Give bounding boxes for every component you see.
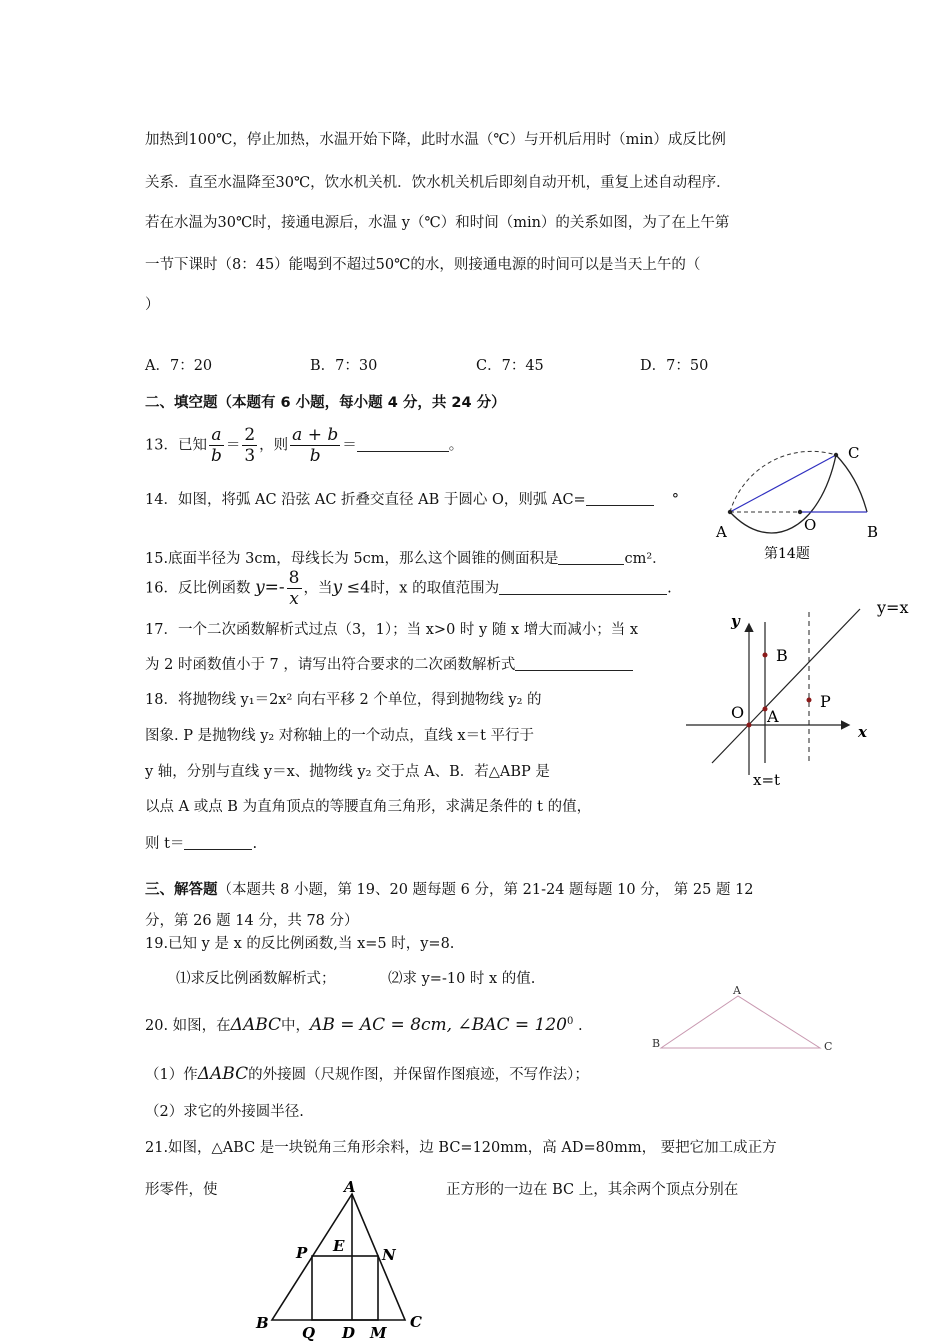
degree-sign: °: [671, 492, 679, 508]
label-a: A: [767, 707, 779, 726]
q18-line-2: 图象. P 是抛物线 y₂ 对称轴上的一个动点，直线 x＝t 平行于: [145, 728, 535, 744]
q13-mid-text: ，则: [259, 437, 289, 454]
arc-cb: [836, 455, 867, 512]
label-o: O: [731, 703, 745, 722]
frac-den: 3: [244, 446, 256, 466]
q20-prefix: 20. 如图，在: [145, 1018, 231, 1034]
point-o: [747, 723, 752, 728]
q20-condition: AB = AC = 8cm, ∠BAC = 120: [310, 1015, 567, 1035]
label-x-equals-t: x=t: [753, 771, 781, 789]
option-c: C．7：45: [476, 358, 544, 374]
label-y-axis: y: [731, 612, 740, 630]
fraction-2-over-3: [242, 425, 257, 466]
question-16: [145, 568, 672, 609]
frac-den: x: [289, 589, 299, 609]
intro-line-2: 关系．直至水温降至30℃，饮水机关机．饮水机关机后即刻自动开机，重复上述自动程序．: [145, 175, 731, 191]
triangle-abc: ΔABC: [230, 1015, 282, 1035]
square-pqmn: [312, 1256, 378, 1320]
label-m: M: [370, 1324, 387, 1342]
q18-text: 则 t＝: [145, 836, 185, 852]
intro-line-4: 一节下课时（8：45）能喝到不超过50℃的水，则接通电源的时间可以是当天上午的（: [145, 257, 701, 273]
intro-line-3: 若在水温为30℃时，接通电源后，水温 y（℃）和时间（min）的关系如图，为了在上午第: [145, 215, 730, 231]
label-c: C: [410, 1313, 422, 1331]
label-a: A: [733, 984, 741, 997]
frac-den: b: [309, 446, 321, 466]
question-20: [145, 1014, 583, 1035]
point-c: [834, 453, 838, 457]
frac-num: 2: [244, 425, 256, 445]
label-a: A: [716, 523, 727, 541]
label-b: B: [867, 523, 879, 541]
q21-line-1: 21.如图，△ABC 是一块锐角三角形余料，边 BC=120mm，高 AD=80mm， 要把它加工成正方: [145, 1140, 777, 1156]
section-2-title: 二、填空题（本题有 6 小题，每小题 4 分，共 24 分）: [145, 395, 506, 411]
point-a: [728, 510, 732, 514]
label-c: C: [824, 1040, 833, 1052]
q19-line-1: 19.已知 y 是 x 的反比例函数,当 x=5 时，y=8.: [145, 936, 455, 952]
q21-line-2b: 正方形的一边在 BC 上，其余两个顶点分别在: [446, 1182, 739, 1198]
label-b: B: [776, 646, 788, 665]
option-a: A．7：20: [145, 358, 213, 374]
figure-q18: [680, 595, 910, 790]
line-y-equals-x: [712, 609, 860, 763]
section-3-line-2: 分，第 26 题 14 分，共 78 分）: [145, 913, 359, 929]
section-3-desc: （本题共 8 小题，第 19、20 题每题 6 分，第 21-24 题每题 10 分， 第 25 题 12: [217, 882, 754, 898]
q13-end: 。: [448, 437, 464, 454]
label-y-equals-x: y=x: [877, 598, 909, 617]
label-b: B: [652, 1037, 661, 1050]
q17-line-1: 17．一个二次函数解析式过点（3，1）；当 x>0 时 y 随 x 增大而减小；当 x: [145, 622, 639, 638]
q19-part-2: ⑵求 y=-10 时 x 的值.: [388, 971, 536, 987]
q16-prefix: 16．反比例函数: [145, 580, 251, 597]
section-3-line-1: [145, 878, 754, 899]
option-b: B．7：30: [310, 358, 378, 374]
q18-line-3: y 轴，分别与直线 y＝x、抛物线 y₂ 交于点 A、B．若△ABP 是: [145, 764, 550, 780]
question-18-line-5: [145, 832, 257, 853]
figure-caption: 第14题: [764, 546, 810, 562]
q16-end: .: [667, 580, 672, 597]
q18-line-1: 18．将抛物线 y₁＝2x² 向右平移 2 个单位，得到抛物线 y₂ 的: [145, 692, 542, 708]
label-c: C: [848, 444, 860, 462]
folded-arc: [730, 455, 836, 533]
frac-den: b: [210, 446, 222, 466]
label-o: O: [804, 516, 817, 534]
frac-num: 8: [288, 568, 300, 588]
label-a: A: [344, 1178, 356, 1196]
q13-prefix: 13．已知: [145, 437, 207, 454]
q16-mid-text-2: 时，x 的取值范围为: [370, 580, 500, 597]
q20-mid: 中，: [281, 1018, 311, 1034]
q20-sub-2: （2）求它的外接圆半径.: [145, 1104, 304, 1120]
intro-line-1: 加热到100℃，停止加热，水温开始下降，此时水温（℃）与开机后用时（min）成反比例: [145, 132, 726, 148]
label-p: P: [296, 1244, 308, 1262]
triangle-abc-figure: [661, 996, 820, 1048]
equals-sign: ＝: [225, 437, 241, 454]
q14-text: 14．如图，将弧 AC 沿弦 AC 折叠交直径 AB 于圆心 O，则弧 AC=: [145, 492, 586, 508]
label-x-axis: x: [858, 723, 867, 741]
intro-line-5: ）: [145, 297, 160, 313]
q18-end: .: [252, 836, 258, 852]
figure-q21: [250, 1175, 440, 1344]
answer-blank[interactable]: [515, 656, 633, 671]
q18-line-4: 以点 A 或点 B 为直角顶点的等腰直角三角形，求满足条件的 t 的值，: [145, 799, 592, 815]
section-3-title: 三、解答题: [145, 882, 218, 898]
q17-text: 为 2 时函数值小于 7 ，请写出符合要求的二次函数解析式: [145, 657, 516, 673]
answer-blank[interactable]: [499, 580, 667, 595]
frac-num: a + b: [292, 425, 339, 445]
var-y: y: [255, 577, 265, 598]
degree-superscript: 0: [567, 1016, 574, 1028]
question-15: [145, 547, 667, 568]
label-d: D: [342, 1324, 356, 1342]
q20-s1-prefix: （1）作: [145, 1067, 198, 1083]
label-n: N: [382, 1246, 396, 1264]
fraction-apb-over-b: [290, 425, 340, 466]
q20-s1-text: 的外接圆（尺规作图，并保留作图痕迹，不写作法）；: [248, 1067, 589, 1083]
fraction-a-over-b: [209, 425, 224, 466]
figure-q14: [700, 440, 900, 565]
triangle-abc: ΔABC: [197, 1064, 249, 1084]
answer-blank[interactable]: [558, 550, 624, 565]
label-q: Q: [302, 1324, 316, 1342]
label-b: B: [256, 1314, 269, 1332]
inequality: ≤4: [346, 577, 371, 597]
label-p: P: [820, 692, 831, 711]
answer-blank[interactable]: [586, 491, 654, 506]
answer-blank[interactable]: [357, 437, 449, 452]
q15-text: 15.底面半径为 3cm，母线长为 5cm，那么这个圆锥的侧面积是: [145, 551, 559, 567]
answer-blank[interactable]: [184, 835, 252, 850]
q15-unit: cm²．: [624, 551, 667, 567]
equals-sign: ＝: [342, 437, 357, 454]
chord-ac: [730, 455, 836, 512]
option-d: D．7：50: [640, 358, 709, 374]
q16-mid-text: ，当: [303, 580, 333, 597]
equals-minus: =-: [264, 577, 285, 598]
question-13: [145, 425, 463, 466]
figure-q20: [648, 980, 838, 1052]
q20-end: .: [577, 1018, 583, 1034]
label-e: E: [333, 1237, 345, 1255]
question-17-line-2: [145, 653, 633, 674]
q19-part-1: ⑴求反比例函数解析式；: [176, 971, 336, 987]
var-y: y: [332, 577, 343, 598]
question-14: [145, 488, 679, 509]
point-p: [807, 698, 812, 703]
point-b: [763, 653, 768, 658]
q21-line-2a: 形零件，使: [145, 1182, 218, 1198]
fraction-8-over-x: [287, 568, 302, 609]
frac-num: a: [209, 425, 224, 446]
q20-sub-1: [145, 1063, 589, 1084]
point-o: [798, 510, 802, 514]
